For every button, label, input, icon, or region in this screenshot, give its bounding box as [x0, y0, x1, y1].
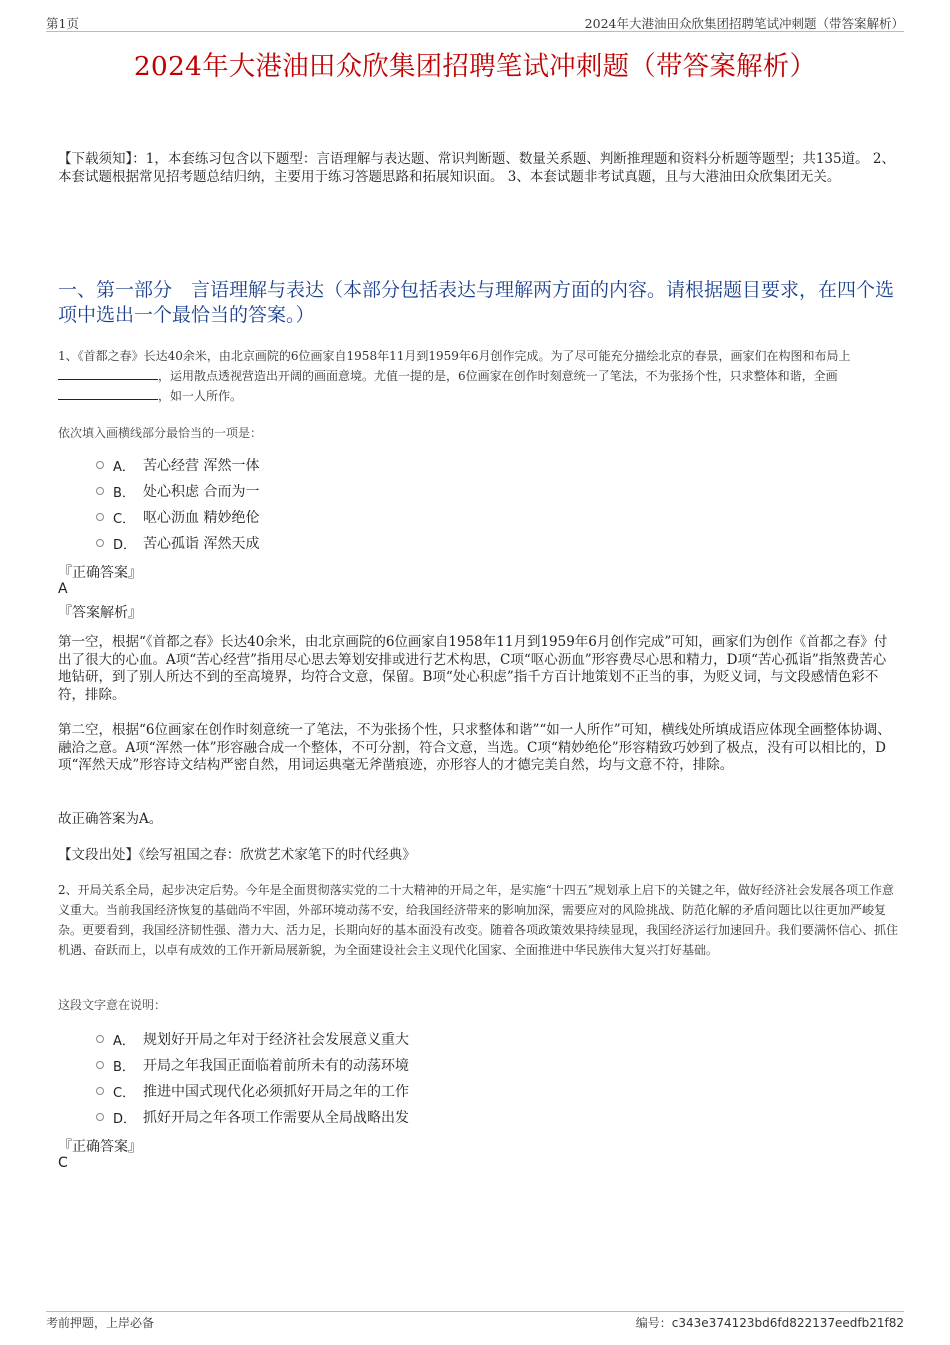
footer-slogan: 考前押题，上岸必备: [46, 1316, 155, 1330]
option-letter: D．: [113, 537, 137, 553]
section-heading: 一、第一部分 言语理解与表达（本部分包括表达与理解两方面的内容。请根据题目要求，在四个选项中选出一个最恰当的答案。）: [58, 279, 895, 326]
analysis-paragraph: 第一空，根据“《首都之春》长达40余米，由北京画院的6位画家自1958年11月到1959年6月创作完成”可知，画家们为创作《首都之春》付出了很大的心血。A项“苦心经营”指用尽心思去筹划安排或进行艺术构思，C项“呕心沥血”形容费尽心思和精力，D项“苦心孤诣”指煞费苦心地钻研，到了别人所达不到的至高境界，均符合文意，保留。B项“处心积虑”指千方百计地策划不正当的事，为贬义词，与文段感情色彩不符，排除。: [58, 634, 888, 703]
question-2-text: 2、开局关系全局，起步决定后势。今年是全面贯彻落实党的二十大精神的开局之年，是实施“十四五”规划承上启下的关键之年，做好经济社会发展各项工作意义重大。当前我国经济恢复的基础尚不牢固，外部环境动荡不安，给我国经济带来的影响加深，需要应对的风险挑战、防范化解的矛盾问题比以往更加严峻复杂。更要看到，我国经济韧性强、潜力大、活力足，长期向好的基本面没有改变。随着各项政策效果持续显现，我国经济运行加速回升。我们要满怀信心、抓住机遇、奋跃而上，以卓有成效的工作开新局展新貌，为全面建设社会主义现代化国家、全面推进中华民族伟大复兴打好基础。: [58, 883, 899, 957]
header-page-number: 第1页: [46, 16, 79, 31]
option-text: 推进中国式现代化必须抓好开局之年的工作: [143, 1084, 409, 1100]
analysis-label: 『答案解析』: [58, 605, 142, 621]
option-text: 苦心经营 浑然一体: [143, 458, 260, 474]
question-2-prompt: 这段文字意在说明：: [58, 998, 167, 1012]
option-a[interactable]: [96, 1026, 796, 1052]
radio-icon[interactable]: [96, 513, 104, 521]
option-b[interactable]: [96, 478, 796, 504]
option-c[interactable]: [96, 504, 796, 530]
option-d[interactable]: [96, 530, 796, 556]
radio-icon[interactable]: [96, 461, 104, 469]
option-letter: B．: [113, 485, 135, 501]
question-1-text-part: ，运用散点透视营造出开阔的画面意境。尤值一提的是，6位画家在创作时刻意统一了笔法，不为张扬个性，只求整体和谐，全画: [158, 369, 838, 383]
option-letter: B．: [113, 1059, 135, 1075]
option-text: 开局之年我国正面临着前所未有的动荡环境: [143, 1058, 409, 1074]
option-text: 规划好开局之年对于经济社会发展意义重大: [143, 1032, 409, 1048]
header-divider: [46, 31, 904, 32]
option-text: 呕心沥血 精妙绝伦: [143, 510, 260, 526]
option-d[interactable]: [96, 1104, 796, 1130]
question-1-text-part: ，如一人所作。: [158, 389, 243, 403]
analysis-conclusion: 故正确答案为A。: [58, 811, 163, 827]
option-text: 抓好开局之年各项工作需要从全局战略出发: [143, 1110, 409, 1126]
correct-answer: C: [58, 1155, 68, 1171]
question-1-options: [96, 452, 796, 556]
option-c[interactable]: [96, 1078, 796, 1104]
source-citation: 【文段出处】《绘写祖国之春：欣赏艺术家笔下的时代经典》: [58, 847, 416, 863]
option-letter: A．: [113, 459, 135, 475]
question-1-text: [58, 346, 898, 406]
correct-answer: A: [58, 581, 68, 597]
fill-blank: [58, 367, 158, 380]
option-b[interactable]: [96, 1052, 796, 1078]
option-text: 苦心孤诣 浑然天成: [143, 536, 260, 552]
option-letter: A．: [113, 1033, 135, 1049]
download-notice: 【下载须知】：1，本套练习包含以下题型：言语理解与表达题、常识判断题、数量关系题、判断推理题和资料分析题等题型；共135道。 2、本套试题根据常见招考题总结归纳，主要用于练习答题思路和拓展知识面。 3、本套试题非考试真题，且与大港油田众欣集团无关。: [58, 151, 895, 185]
option-letter: D．: [113, 1111, 137, 1127]
radio-icon[interactable]: [96, 1087, 104, 1095]
page-title: 2024年大港油田众欣集团招聘笔试冲刺题（带答案解析）: [133, 51, 817, 82]
fill-blank: [58, 387, 158, 400]
radio-icon[interactable]: [96, 487, 104, 495]
answer-label: 『正确答案』: [58, 1139, 142, 1155]
footer-code-value: c343e374123bd6fd822137eedfb21f82: [671, 1316, 904, 1330]
question-2-options: [96, 1026, 796, 1130]
header-doc-title: 2024年大港油田众欣集团招聘笔试冲刺题（带答案解析）: [584, 16, 904, 31]
radio-icon[interactable]: [96, 1035, 104, 1043]
radio-icon[interactable]: [96, 539, 104, 547]
option-text: 处心积虑 合而为一: [143, 484, 260, 500]
question-1-prompt: 依次填入画横线部分最恰当的一项是：: [58, 426, 263, 440]
answer-label: 『正确答案』: [58, 565, 142, 581]
radio-icon[interactable]: [96, 1061, 104, 1069]
footer-code-label: 编号：: [635, 1316, 672, 1330]
option-letter: C．: [113, 511, 136, 527]
footer-code: [636, 1314, 904, 1331]
question-1-text-part: 1、《首都之春》长达40余米，由北京画院的6位画家自1958年11月到1959年6月创作完成。为了尽可能充分描绘北京的春景，画家们在构图和布局上: [58, 349, 851, 363]
radio-icon[interactable]: [96, 1113, 104, 1121]
option-letter: C．: [113, 1085, 136, 1101]
footer-divider: [46, 1311, 904, 1312]
analysis-paragraph: 第二空，根据“6位画家在创作时刻意统一了笔法，不为张扬个性，只求整体和谐”“如一人所作”可知，横线处所填成语应体现全画整体协调、融洽之意。A项“浑然一体”形容融合成一个整体，不可分割，符合文意，当选。C项“精妙绝伦”形容精致巧妙到了极点，没有可以相比的，D项“浑然天成”形容诗文结构严密自然，用词运典毫无斧凿痕迹，亦形容人的才德完美自然，均与文意不符，排除。: [58, 722, 891, 773]
option-a[interactable]: [96, 452, 796, 478]
